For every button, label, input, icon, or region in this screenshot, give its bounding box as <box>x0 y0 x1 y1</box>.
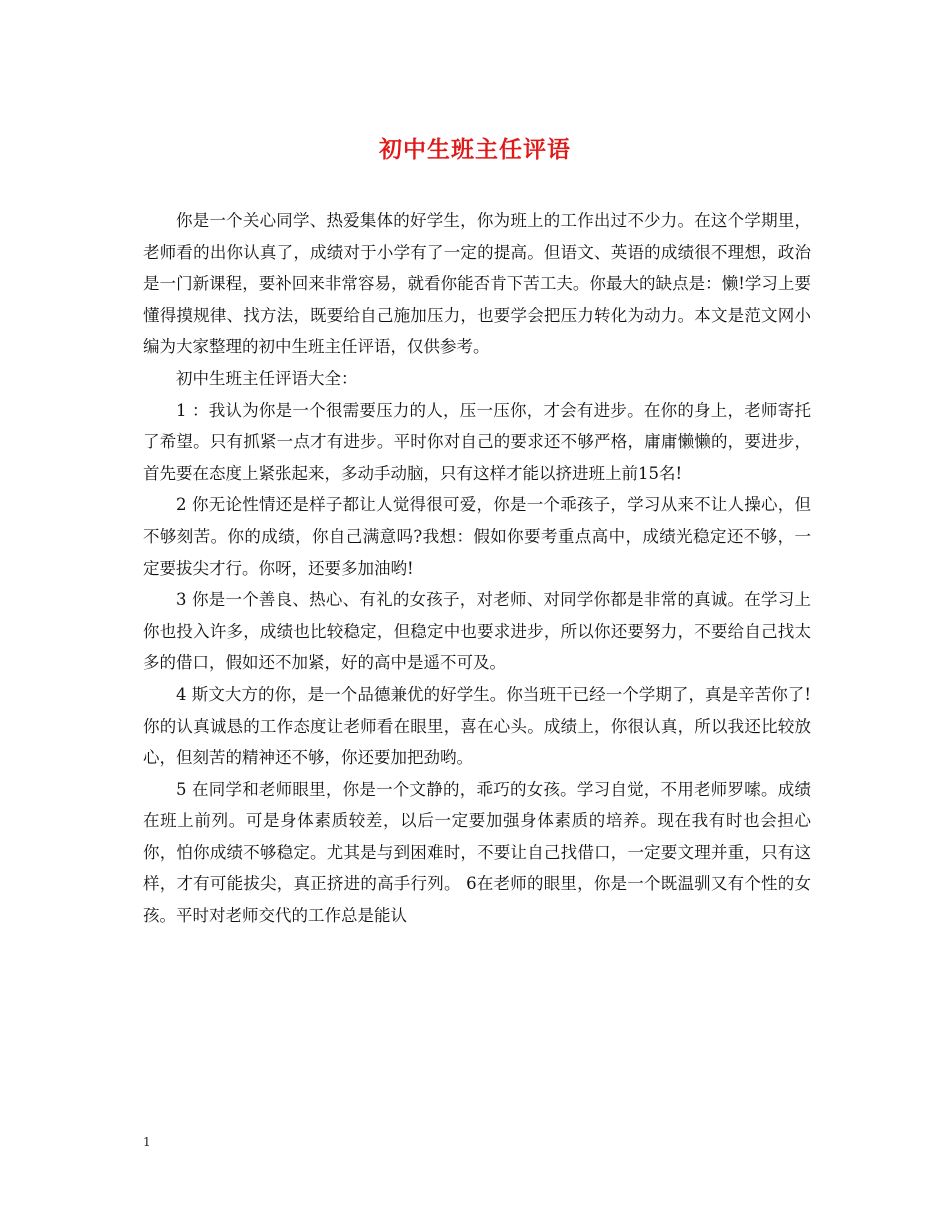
document-title: 初中生班主任评语 <box>379 136 571 163</box>
comment-item-1: 1 ：我认为你是一个很需要压力的人，压一压你，才会有进步。在你的身上，老师寄托了希望。只有抓紧一点才有进步。平时你对自己的要求还不够严格，庸庸懒懒的，要进步，首先要在态度上紧张起来，多动手动脑，只有这样才能以挤进班上前15名! <box>143 400 811 483</box>
comment-item-2: 2 你无论性情还是样子都让人觉得很可爱，你是一个乖孩子，学习从来不让人操心，但不够刻苦。你的成绩，你自己满意吗?我想：假如你要考重点高中，成绩光稳定还不够，一定要拔尖才行。你呀，还要多加油哟! <box>143 495 811 578</box>
comment-item-5: 5 在同学和老师眼里，你是一个文静的，乖巧的女孩。学习自觉，不用老师罗嗦。成绩在班上前列。可是身体素质较差，以后一定要加强身体素质的培养。现在我有时也会担心你，怕你成绩不够稳定。尤其是与到困难时，不要让自己找借口，一定要文理并重，只有这样，才有可能拔尖，真正挤进的高手行列。 6在老师的眼里，你是一个既温驯又有个性的女孩。平时对老师交代的工作总是能认 <box>143 779 811 926</box>
page-number: 1 <box>143 1135 151 1149</box>
comment-item-3: 3 你是一个善良、热心、有礼的女孩子，对老师、对同学你都是非常的真诚。在学习上你也投入许多，成绩也比较稳定，但稳定中也要求进步，所以你还要努力，不要给自己找太多的借口，假如还不加紧，好的高中是遥不可及。 <box>143 590 811 673</box>
document-body <box>143 205 811 932</box>
comment-item-4: 4 斯文大方的你，是一个品德兼优的好学生。你当班干已经一个学期了，真是辛苦你了!你的认真诚恳的工作态度让老师看在眼里，喜在心头。成绩上，你很认真，所以我还比较放心，但刻苦的精神还不够，你还要加把劲哟。 <box>143 684 811 768</box>
section-heading: 初中生班主任评语大全： <box>176 368 358 388</box>
intro-paragraph: 你是一个关心同学、热爱集体的好学生，你为班上的工作出过不少力。在这个学期里，老师看的出你认真了，成绩对于小学有了一定的提高。但语文、英语的成绩很不理想，政治是一门新课程，要补回来非常容易，就看你能否肯下苦工夫。你最大的缺点是：懒!学习上要懂得摸规律、找方法，既要给自己施加压力，也要学会把压力转化为动力。本文是范文网小编为大家整理的初中生班主任评语，仅供参考。 <box>143 211 811 357</box>
